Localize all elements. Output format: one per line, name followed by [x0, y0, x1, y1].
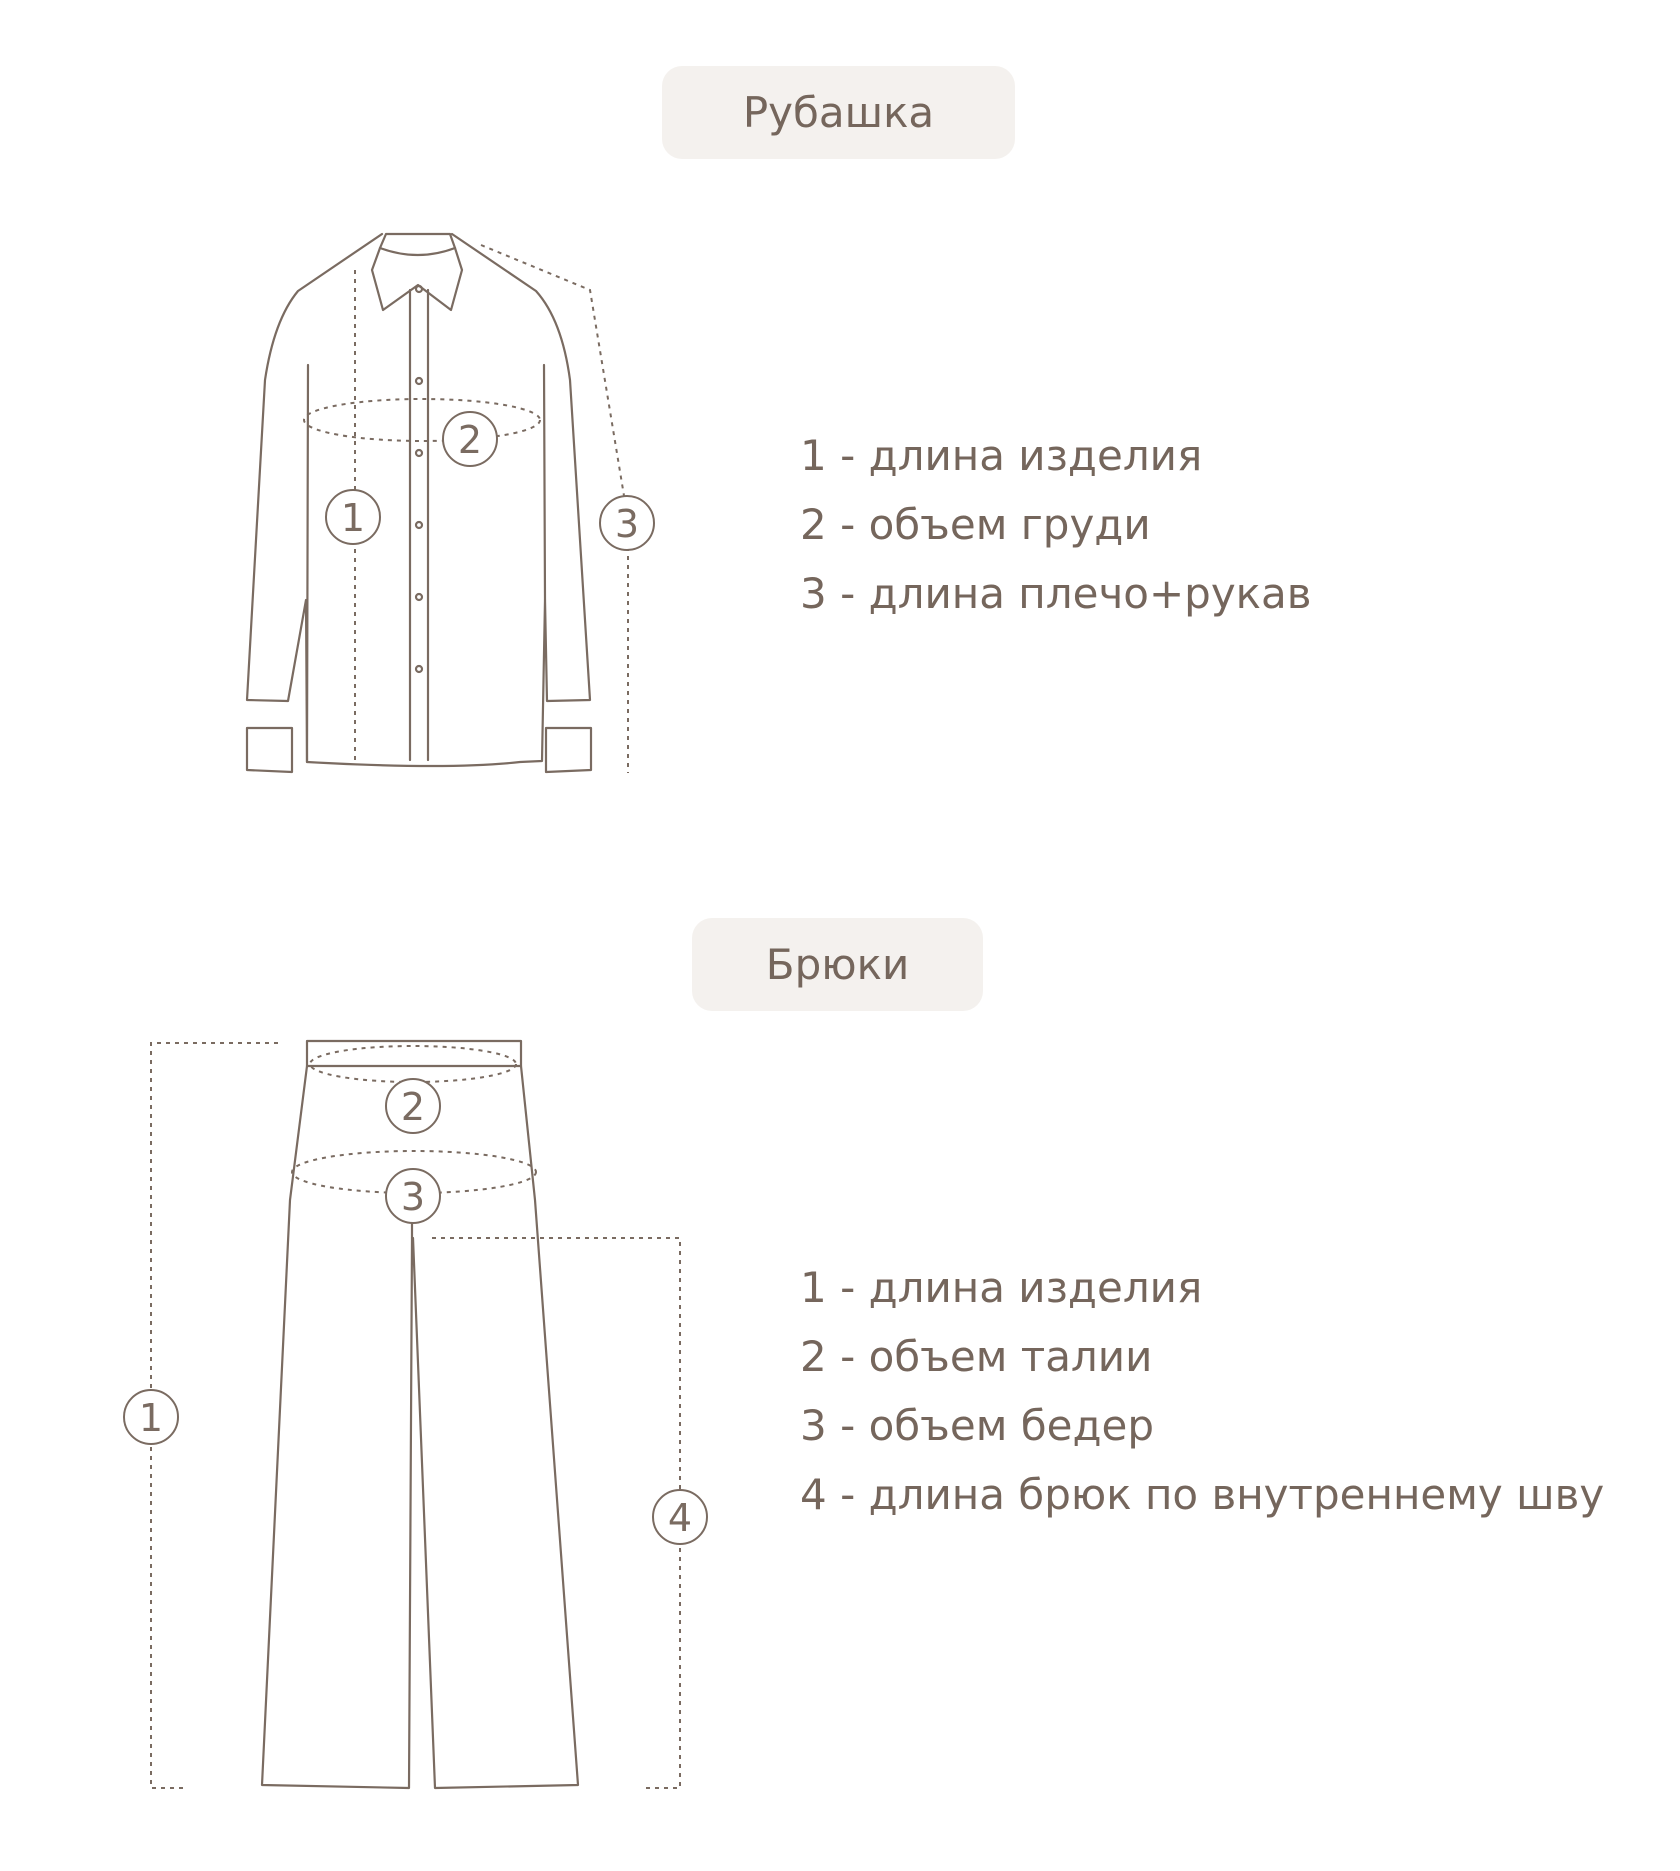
- svg-text:1: 1: [138, 1396, 164, 1440]
- svg-text:3: 3: [614, 502, 640, 546]
- shirt-illustration: [247, 234, 654, 773]
- svg-text:2: 2: [457, 418, 483, 462]
- shirt-cuff-left: [247, 728, 292, 772]
- shirt-section-title: Рубашка: [662, 66, 1015, 159]
- shirt-legend-item-1: 1 - длина изделия: [800, 431, 1203, 480]
- shirt-side-seam-right: [544, 365, 545, 600]
- svg-text:1: 1: [340, 496, 366, 540]
- svg-text:3: 3: [400, 1175, 426, 1219]
- shirt-marker-1: [326, 490, 380, 544]
- svg-text:2: 2: [400, 1085, 426, 1129]
- shirt-side-seam-left: [307, 365, 308, 762]
- pants-inseam-line: [432, 1238, 680, 1788]
- shirt-marker-2: [443, 412, 497, 466]
- pants-legend-item-3: 3 - объем бедер: [800, 1401, 1155, 1450]
- pants-section-title: Брюки: [692, 918, 983, 1011]
- pants-marker-3: [386, 1169, 440, 1223]
- shirt-marker-3: [600, 496, 654, 550]
- pants-waistband: [307, 1041, 521, 1066]
- shirt-body-outline: [247, 234, 590, 766]
- pants-legend-item-4: 4 - длина брюк по внутреннему шву: [800, 1470, 1605, 1519]
- shirt-placket: [410, 290, 428, 760]
- shirt-legend-item-3: 3 - длина плечо+рукав: [800, 569, 1312, 618]
- shirt-legend-item-2: 2 - объем груди: [800, 500, 1151, 549]
- shirt-chest-ellipse: [304, 399, 540, 441]
- pants-marker-1: [124, 1390, 178, 1444]
- shirt-buttons: [416, 286, 422, 672]
- shirt-collar-band: [380, 248, 455, 255]
- shirt-cuff-right: [546, 728, 591, 772]
- pants-legend-item-1: 1 - длина изделия: [800, 1263, 1203, 1312]
- pants-illustration: [124, 1041, 707, 1788]
- svg-text:4: 4: [667, 1496, 693, 1540]
- pants-legend-item-2: 2 - объем талии: [800, 1332, 1153, 1381]
- pants-marker-4: [653, 1490, 707, 1544]
- shirt-collar: [372, 234, 462, 310]
- pants-waist-ellipse: [310, 1046, 516, 1082]
- pants-marker-2: [386, 1079, 440, 1133]
